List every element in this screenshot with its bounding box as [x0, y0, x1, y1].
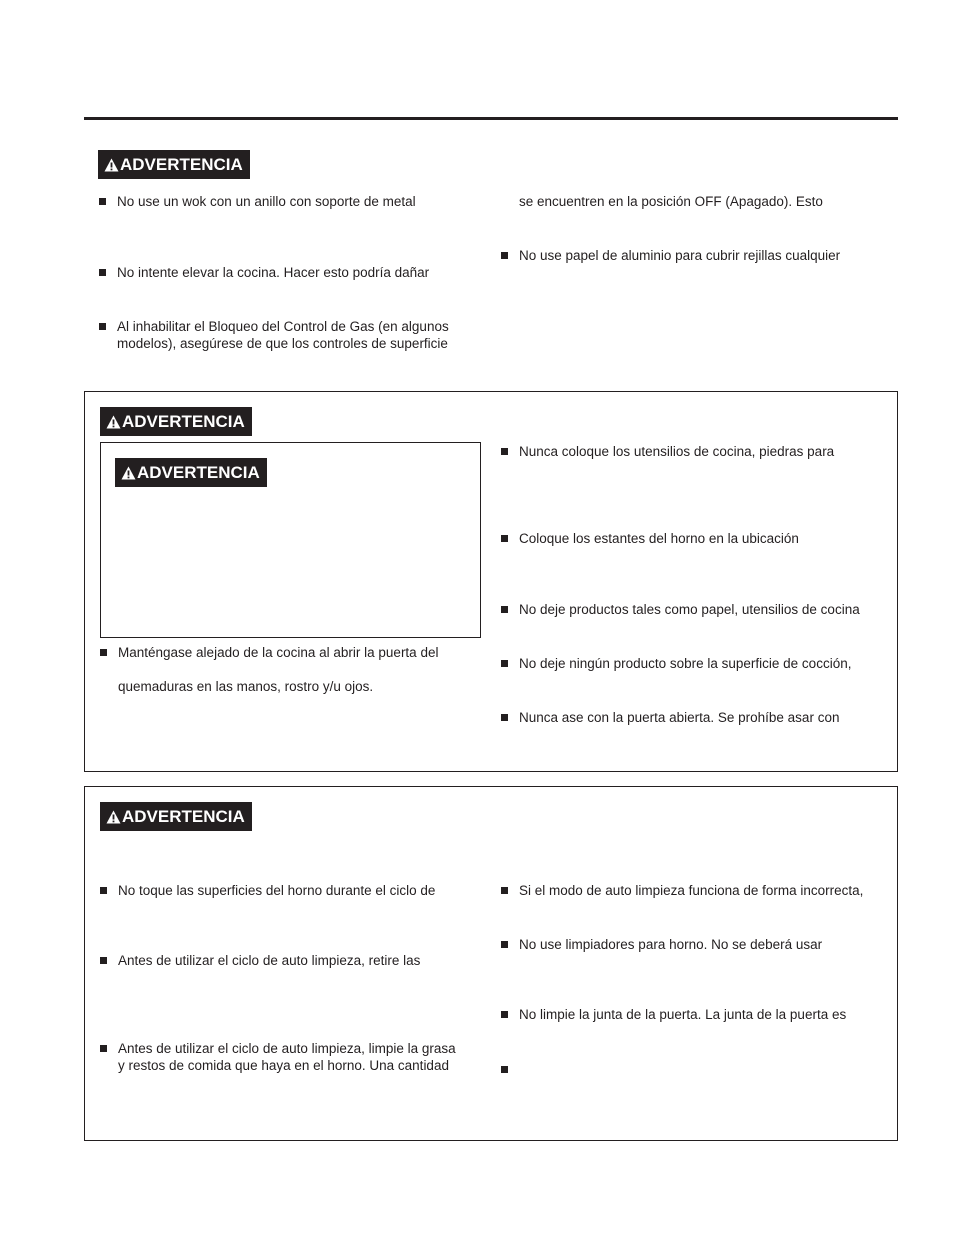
list-item-text: Nunca ase con la puerta abierta. Se prohíbe asar con	[519, 710, 840, 725]
bullet-square-icon	[501, 606, 508, 613]
bullet-square-icon	[100, 649, 107, 656]
bullet-square-icon	[501, 660, 508, 667]
list-item-text: No use papel de aluminio para cubrir rejillas cualquier	[519, 248, 841, 263]
warning-badge-nested	[115, 458, 267, 487]
list-item-text: No use un wok con un anillo con soporte de metal	[117, 194, 416, 209]
warning-triangle-icon	[104, 158, 119, 172]
warning-badge-3	[100, 802, 252, 831]
warning-label: ADVERTENCIA	[122, 807, 245, 826]
list-item-text: No use limpiadores para horno. No se deberá usar	[519, 937, 823, 952]
list-item-text-continued: y restos de comida que haya en el horno. Una cantidad	[118, 1058, 449, 1073]
list-item-text-continued: quemaduras en las manos, rostro y/u ojos.	[118, 679, 374, 694]
list-item-text-continued: se encuentren en la posición OFF (Apagado). Esto	[519, 194, 823, 209]
list-item-text: Coloque los estantes del horno en la ubicación	[519, 531, 799, 546]
bullet-square-icon	[100, 1045, 107, 1052]
list-item-text: Antes de utilizar el ciclo de auto limpieza, retire las	[118, 953, 421, 968]
list-item-text: Manténgase alejado de la cocina al abrir la puerta del	[118, 645, 439, 660]
list-item-text: Si el modo de auto limpieza funciona de forma incorrecta,	[519, 883, 864, 898]
warning-label: ADVERTENCIA	[120, 155, 243, 174]
list-item-text: Nunca coloque los utensilios de cocina, piedras para	[519, 444, 835, 459]
bullet-square-icon	[501, 535, 508, 542]
bullet-square-icon	[501, 714, 508, 721]
warning-label: ADVERTENCIA	[122, 412, 245, 431]
bullet-square-icon	[501, 1066, 508, 1073]
warning-triangle-icon	[121, 466, 136, 480]
bullet-square-icon	[99, 323, 106, 330]
warning-triangle-icon	[106, 810, 121, 824]
bullet-square-icon	[99, 269, 106, 276]
list-item-text-continued: modelos), asegúrese de que los controles de superficie	[117, 336, 448, 351]
bullet-square-icon	[99, 198, 106, 205]
warning-triangle-icon	[106, 415, 121, 429]
list-item-text: Antes de utilizar el ciclo de auto limpieza, limpie la grasa	[118, 1041, 456, 1056]
bullet-square-icon	[100, 887, 107, 894]
top-rule	[84, 117, 898, 120]
bullet-square-icon	[501, 252, 508, 259]
list-item-text: No deje ningún producto sobre la superficie de cocción,	[519, 656, 852, 671]
warning-label: ADVERTENCIA	[137, 463, 260, 482]
list-item-text: No toque las superficies del horno durante el ciclo de	[118, 883, 436, 898]
warning-badge-1	[98, 150, 250, 179]
list-item-text: No intente elevar la cocina. Hacer esto podría dañar	[117, 265, 430, 280]
list-item-text: No deje productos tales como papel, utensilios de cocina	[519, 602, 860, 617]
list-item-text: Al inhabilitar el Bloqueo del Control de Gas (en algunos	[117, 319, 449, 334]
list-item-text: No limpie la junta de la puerta. La junta de la puerta es	[519, 1007, 847, 1022]
bullet-square-icon	[100, 957, 107, 964]
bullet-square-icon	[501, 887, 508, 894]
bullet-square-icon	[501, 448, 508, 455]
bullet-square-icon	[501, 1011, 508, 1018]
bullet-square-icon	[501, 941, 508, 948]
warning-badge-2	[100, 407, 252, 436]
